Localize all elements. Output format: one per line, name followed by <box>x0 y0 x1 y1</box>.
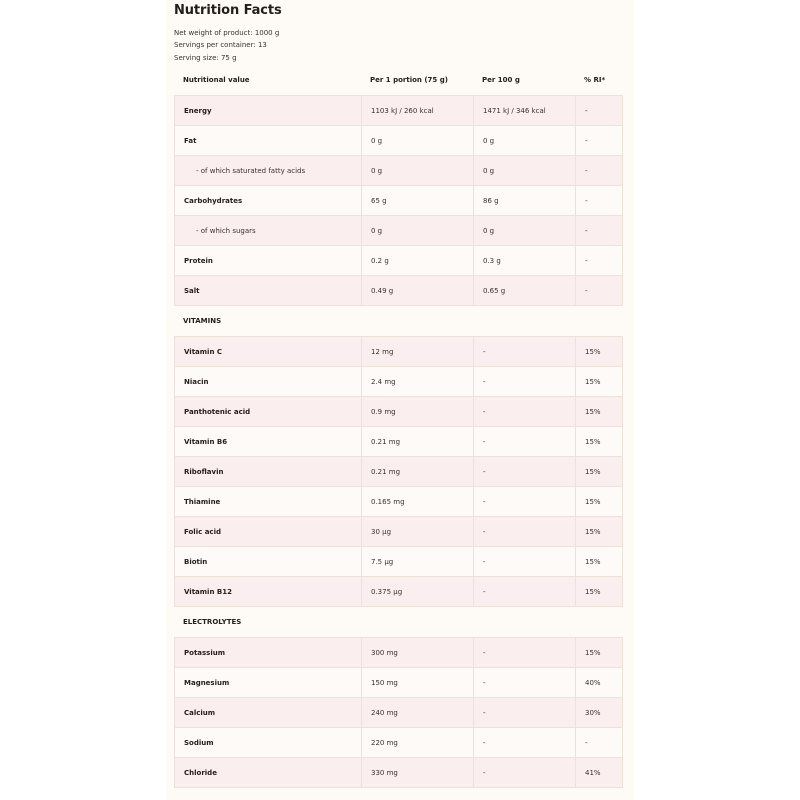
nutrient-name: Sodium <box>175 728 362 757</box>
nutrient-name: Protein <box>175 246 362 275</box>
ri-value: 15% <box>585 377 601 386</box>
per-100g-value: - <box>474 668 576 697</box>
header-per-portion: Per 1 portion (75 g) <box>370 75 448 84</box>
nutrient-name: Fat <box>175 126 362 155</box>
per-portion-value: 0 g <box>362 126 474 155</box>
nutrient-name: Folic acid <box>175 517 362 546</box>
nutrient-name: Calcium <box>175 698 362 727</box>
per-100g-value: - <box>474 337 576 366</box>
per-100g-value: - <box>474 487 576 516</box>
table-row <box>174 126 623 156</box>
table-row <box>174 638 623 668</box>
nutrient-name: Chloride <box>175 758 362 787</box>
table-header <box>174 64 623 95</box>
nutrient-name: Thiamine <box>175 487 362 516</box>
table-row <box>174 246 623 276</box>
ri-value: - <box>585 738 588 747</box>
nutrient-name: Biotin <box>175 547 362 576</box>
nutrient-name: Niacin <box>175 367 362 396</box>
per-portion-value: 220 mg <box>362 728 474 757</box>
table-row <box>174 758 623 788</box>
header-nutritional-value: Nutritional value <box>183 75 250 84</box>
per-portion-value: 12 mg <box>362 337 474 366</box>
table-row <box>174 668 623 698</box>
ri-value: - <box>585 226 588 235</box>
per-100g-value: - <box>474 367 576 396</box>
ri-value: 15% <box>585 407 601 416</box>
ri-value: - <box>585 106 588 115</box>
per-100g-value: - <box>474 728 576 757</box>
per-portion-value: 1103 kJ / 260 kcal <box>362 96 474 125</box>
net-weight-text: Net weight of product: 1000 g <box>174 29 280 37</box>
table-row <box>174 487 623 517</box>
per-portion-value: 30 µg <box>362 517 474 546</box>
table-row <box>174 698 623 728</box>
ri-value: 15% <box>585 467 601 476</box>
per-portion-value: 300 mg <box>362 638 474 667</box>
table-row <box>174 577 623 607</box>
per-portion-value: 0.375 µg <box>362 577 474 606</box>
section-heading-electrolytes: ELECTROLYTES <box>174 607 623 638</box>
per-100g-value: 86 g <box>474 186 576 215</box>
ri-value: - <box>585 136 588 145</box>
nutrient-name: Vitamin B6 <box>175 427 362 456</box>
table-row <box>174 728 623 758</box>
nutrient-name: Riboflavin <box>175 457 362 486</box>
per-portion-value: 240 mg <box>362 698 474 727</box>
nutrient-name: Vitamin B12 <box>175 577 362 606</box>
header-per-100g: Per 100 g <box>482 75 520 84</box>
ri-value: 15% <box>585 587 601 596</box>
per-portion-value: 0 g <box>362 156 474 185</box>
table-row <box>174 276 623 306</box>
table-row <box>174 367 623 397</box>
nutrient-name: Energy <box>175 96 362 125</box>
table-row <box>174 95 623 126</box>
table-row <box>174 337 623 367</box>
per-100g-value: - <box>474 427 576 456</box>
nutrient-name: Vitamin C <box>175 337 362 366</box>
ri-value: - <box>585 286 588 295</box>
per-100g-value: 0 g <box>474 156 576 185</box>
table-row <box>174 517 623 547</box>
per-portion-value: 0.165 mg <box>362 487 474 516</box>
section-heading-vitamins: VITAMINS <box>174 306 623 337</box>
per-100g-value: - <box>474 577 576 606</box>
per-portion-value: 0 g <box>362 216 474 245</box>
ri-value: - <box>585 166 588 175</box>
per-100g-value: - <box>474 698 576 727</box>
ri-value: 15% <box>585 437 601 446</box>
per-100g-value: - <box>474 638 576 667</box>
ri-value: - <box>585 256 588 265</box>
nutrient-name: - of which sugars <box>175 216 362 245</box>
ri-value: - <box>585 196 588 205</box>
per-100g-value: 0.3 g <box>474 246 576 275</box>
nutrition-table <box>174 64 623 788</box>
per-portion-value: 7.5 µg <box>362 547 474 576</box>
nutrient-name: Salt <box>175 276 362 305</box>
per-100g-value: - <box>474 397 576 426</box>
per-portion-value: 65 g <box>362 186 474 215</box>
per-portion-value: 150 mg <box>362 668 474 697</box>
per-portion-value: 0.2 g <box>362 246 474 275</box>
table-row <box>174 547 623 577</box>
nutrient-name: - of which saturated fatty acids <box>175 156 362 185</box>
nutrient-name: Potassium <box>175 638 362 667</box>
ri-value: 15% <box>585 347 601 356</box>
nutrient-name: Carbohydrates <box>175 186 362 215</box>
per-100g-value: - <box>474 547 576 576</box>
ri-value: 41% <box>585 768 601 777</box>
header-ri: % RI* <box>584 75 606 84</box>
ri-value: 15% <box>585 497 601 506</box>
per-100g-value: 1471 kJ / 346 kcal <box>474 96 576 125</box>
per-portion-value: 0.49 g <box>362 276 474 305</box>
per-100g-value: - <box>474 758 576 787</box>
per-100g-value: 0.65 g <box>474 276 576 305</box>
ri-value: 15% <box>585 648 601 657</box>
ri-value: 15% <box>585 557 601 566</box>
table-row <box>174 457 623 487</box>
per-100g-value: 0 g <box>474 216 576 245</box>
ri-value: 30% <box>585 708 601 717</box>
per-portion-value: 0.21 mg <box>362 427 474 456</box>
table-row <box>174 427 623 457</box>
per-100g-value: - <box>474 517 576 546</box>
per-portion-value: 0.9 mg <box>362 397 474 426</box>
ri-value: 40% <box>585 678 601 687</box>
page-title: Nutrition Facts <box>174 3 282 18</box>
ri-value: 15% <box>585 527 601 536</box>
servings-text: Servings per container: 13 <box>174 41 267 49</box>
per-portion-value: 0.21 mg <box>362 457 474 486</box>
per-100g-value: 0 g <box>474 126 576 155</box>
table-row <box>174 397 623 427</box>
per-portion-value: 330 mg <box>362 758 474 787</box>
table-row <box>174 186 623 216</box>
table-row <box>174 156 623 186</box>
nutrient-name: Magnesium <box>175 668 362 697</box>
nutrient-name: Panthotenic acid <box>175 397 362 426</box>
per-portion-value: 2.4 mg <box>362 367 474 396</box>
serving-size-text: Serving size: 75 g <box>174 54 237 62</box>
table-row <box>174 216 623 246</box>
per-100g-value: - <box>474 457 576 486</box>
